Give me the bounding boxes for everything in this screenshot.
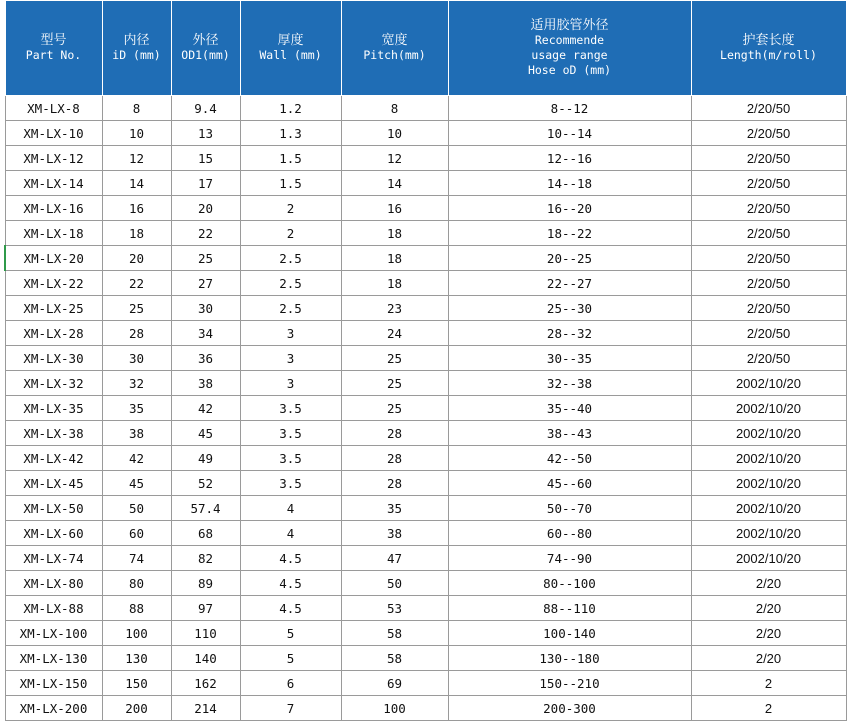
table-row [5, 471, 846, 496]
cell-pitch[interactable]: 28 [341, 421, 448, 446]
cell-wall[interactable]: 2.5 [240, 246, 341, 271]
header-outer-diameter-cn: 外径 [192, 33, 219, 48]
cell-inner-diameter[interactable]: 60 [102, 521, 171, 546]
cell-part-no[interactable]: XM-LX-22 [5, 271, 102, 296]
cell-part-no[interactable]: XM-LX-150 [5, 671, 102, 696]
cell-inner-diameter[interactable]: 80 [102, 571, 171, 596]
cell-inner-diameter[interactable]: 200 [102, 696, 171, 721]
cell-part-no[interactable]: XM-LX-74 [5, 546, 102, 571]
cell-inner-diameter[interactable]: 10 [102, 121, 171, 146]
cell-part-no[interactable]: XM-LX-30 [5, 346, 102, 371]
cell-outer-diameter[interactable]: 52 [171, 471, 240, 496]
cell-wall[interactable]: 1.5 [240, 146, 341, 171]
cell-hose-range[interactable]: 32--38 [448, 371, 691, 396]
cell-hose-range[interactable]: 30--35 [448, 346, 691, 371]
table-row [5, 596, 846, 621]
cell-length[interactable]: 2/20 [691, 596, 846, 621]
cell-hose-range[interactable]: 28--32 [448, 321, 691, 346]
table-row [5, 346, 846, 371]
cell-part-no[interactable]: XM-LX-60 [5, 521, 102, 546]
cell-outer-diameter[interactable]: 36 [171, 346, 240, 371]
cell-length[interactable]: 2/20/50 [691, 146, 846, 171]
cell-wall[interactable]: 4.5 [240, 596, 341, 621]
cell-part-no[interactable]: XM-LX-18 [5, 221, 102, 246]
cell-outer-diameter[interactable]: 214 [171, 696, 240, 721]
table-row [5, 371, 846, 396]
cell-pitch[interactable]: 8 [341, 96, 448, 121]
header-row [5, 1, 846, 96]
cell-wall[interactable]: 5 [240, 621, 341, 646]
cell-hose-range[interactable]: 22--27 [448, 271, 691, 296]
cell-pitch[interactable]: 28 [341, 471, 448, 496]
cell-length[interactable]: 2/20/50 [691, 346, 846, 371]
cell-part-no[interactable]: XM-LX-130 [5, 646, 102, 671]
table-row [5, 646, 846, 671]
cell-wall[interactable]: 3.5 [240, 396, 341, 421]
cell-wall[interactable]: 1.5 [240, 171, 341, 196]
table-row [5, 196, 846, 221]
cell-outer-diameter[interactable]: 89 [171, 571, 240, 596]
cell-outer-diameter[interactable]: 34 [171, 321, 240, 346]
cell-length[interactable]: 2/20/50 [691, 171, 846, 196]
cell-wall[interactable]: 2.5 [240, 271, 341, 296]
cell-hose-range[interactable]: 130--180 [448, 646, 691, 671]
cell-outer-diameter[interactable]: 20 [171, 196, 240, 221]
cell-length[interactable]: 2002/10/20 [691, 421, 846, 446]
header-length-en: Length(m/roll) [720, 48, 817, 62]
cell-inner-diameter[interactable]: 30 [102, 346, 171, 371]
cell-length[interactable]: 2002/10/20 [691, 521, 846, 546]
table-row [5, 96, 846, 121]
cell-inner-diameter[interactable]: 28 [102, 321, 171, 346]
cell-hose-range[interactable]: 8--12 [448, 96, 691, 121]
cell-wall[interactable]: 4 [240, 496, 341, 521]
cell-outer-diameter[interactable]: 110 [171, 621, 240, 646]
cell-inner-diameter[interactable]: 8 [102, 96, 171, 121]
cell-inner-diameter[interactable]: 45 [102, 471, 171, 496]
cell-length[interactable]: 2002/10/20 [691, 396, 846, 421]
cell-wall[interactable]: 3 [240, 321, 341, 346]
cell-pitch[interactable]: 10 [341, 121, 448, 146]
header-inner-diameter-cn: 内径 [123, 33, 150, 48]
header-wall-cn: 厚度 [277, 33, 304, 48]
header-hose-range-en-1: Recommende [534, 33, 605, 47]
cell-outer-diameter[interactable]: 13 [171, 121, 240, 146]
table-row [5, 171, 846, 196]
table-row [5, 671, 846, 696]
cell-outer-diameter[interactable]: 25 [171, 246, 240, 271]
cell-hose-range[interactable]: 35--40 [448, 396, 691, 421]
cell-pitch[interactable]: 58 [341, 646, 448, 671]
cell-pitch[interactable]: 47 [341, 546, 448, 571]
table-row [5, 496, 846, 521]
cell-wall[interactable]: 3.5 [240, 471, 341, 496]
cell-inner-diameter[interactable]: 50 [102, 496, 171, 521]
cell-pitch[interactable]: 18 [341, 271, 448, 296]
cell-hose-range[interactable]: 20--25 [448, 246, 691, 271]
cell-pitch[interactable]: 35 [341, 496, 448, 521]
cell-hose-range[interactable]: 42--50 [448, 446, 691, 471]
cell-wall[interactable]: 3.5 [240, 421, 341, 446]
cell-wall[interactable]: 7 [240, 696, 341, 721]
cell-pitch[interactable]: 53 [341, 596, 448, 621]
header-hose-range-en-3: Hose oD (mm) [527, 63, 612, 77]
cell-outer-diameter[interactable]: 9.4 [171, 96, 240, 121]
cell-pitch[interactable]: 69 [341, 671, 448, 696]
cell-pitch[interactable]: 25 [341, 371, 448, 396]
cell-outer-diameter[interactable]: 140 [171, 646, 240, 671]
header-hose-range-en-2: usage range [531, 48, 608, 62]
cell-length[interactable]: 2002/10/20 [691, 496, 846, 521]
cell-part-no[interactable]: XM-LX-10 [5, 121, 102, 146]
cell-length[interactable]: 2/20 [691, 621, 846, 646]
cell-inner-diameter[interactable]: 12 [102, 146, 171, 171]
cell-outer-diameter[interactable]: 15 [171, 146, 240, 171]
cell-hose-range[interactable]: 18--22 [448, 221, 691, 246]
cell-inner-diameter[interactable]: 20 [102, 246, 171, 271]
cell-hose-range[interactable]: 200-300 [448, 696, 691, 721]
cell-wall[interactable]: 2.5 [240, 296, 341, 321]
cell-pitch[interactable]: 50 [341, 571, 448, 596]
cell-pitch[interactable]: 23 [341, 296, 448, 321]
cell-hose-range[interactable]: 14--18 [448, 171, 691, 196]
cell-hose-range[interactable]: 16--20 [448, 196, 691, 221]
cell-inner-diameter[interactable]: 74 [102, 546, 171, 571]
header-part-no-en: Part No. [25, 48, 82, 62]
cell-length[interactable]: 2/20 [691, 646, 846, 671]
cell-length[interactable]: 2 [691, 671, 846, 696]
cell-part-no[interactable]: XM-LX-100 [5, 621, 102, 646]
cell-hose-range[interactable]: 45--60 [448, 471, 691, 496]
cell-hose-range[interactable]: 100-140 [448, 621, 691, 646]
cell-length[interactable]: 2/20/50 [691, 296, 846, 321]
cell-outer-diameter[interactable]: 57.4 [171, 496, 240, 521]
table-row [5, 121, 846, 146]
cell-length[interactable]: 2/20/50 [691, 221, 846, 246]
header-hose-range[interactable] [448, 1, 691, 96]
header-inner-diameter-en: iD (mm) [112, 48, 161, 62]
table-row [5, 446, 846, 471]
header-wall-en: Wall (mm) [259, 48, 322, 62]
header-pitch-en: Pitch(mm) [363, 48, 426, 62]
table-row [5, 421, 846, 446]
cell-length[interactable]: 2/20/50 [691, 246, 846, 271]
cell-inner-diameter[interactable]: 18 [102, 221, 171, 246]
cell-length[interactable]: 2002/10/20 [691, 471, 846, 496]
cell-wall[interactable]: 3 [240, 371, 341, 396]
cell-length[interactable]: 2/20/50 [691, 271, 846, 296]
table-row [5, 571, 846, 596]
cell-part-no[interactable]: XM-LX-50 [5, 496, 102, 521]
cell-wall[interactable]: 1.3 [240, 121, 341, 146]
cell-length[interactable]: 2002/10/20 [691, 446, 846, 471]
cell-hose-range[interactable]: 150--210 [448, 671, 691, 696]
cell-hose-range[interactable]: 74--90 [448, 546, 691, 571]
cell-part-no[interactable]: XM-LX-38 [5, 421, 102, 446]
cell-hose-range[interactable]: 10--14 [448, 121, 691, 146]
cell-part-no[interactable]: XM-LX-25 [5, 296, 102, 321]
cell-inner-diameter[interactable]: 130 [102, 646, 171, 671]
cell-outer-diameter[interactable]: 30 [171, 296, 240, 321]
header-part-no-cn: 型号 [40, 33, 67, 48]
cell-wall[interactable]: 1.2 [240, 96, 341, 121]
cell-part-no[interactable]: XM-LX-28 [5, 321, 102, 346]
cell-part-no[interactable]: XM-LX-45 [5, 471, 102, 496]
cell-wall[interactable]: 4.5 [240, 571, 341, 596]
header-pitch-cn: 宽度 [381, 33, 408, 48]
cell-part-no[interactable]: XM-LX-8 [5, 96, 102, 121]
table-row [5, 246, 846, 271]
table-row [5, 396, 846, 421]
cell-wall[interactable]: 2 [240, 196, 341, 221]
cell-hose-range[interactable]: 88--110 [448, 596, 691, 621]
cell-outer-diameter[interactable]: 27 [171, 271, 240, 296]
cell-pitch[interactable]: 25 [341, 396, 448, 421]
table-row [5, 271, 846, 296]
cell-part-no[interactable]: XM-LX-42 [5, 446, 102, 471]
cell-pitch[interactable]: 18 [341, 221, 448, 246]
cell-part-no[interactable]: XM-LX-14 [5, 171, 102, 196]
cell-outer-diameter[interactable]: 68 [171, 521, 240, 546]
cell-length[interactable]: 2/20/50 [691, 121, 846, 146]
header-outer-diameter-en: OD1(mm) [181, 48, 230, 62]
cell-length[interactable]: 2/20/50 [691, 96, 846, 121]
header-length-cn: 护套长度 [742, 33, 795, 48]
cell-outer-diameter[interactable]: 82 [171, 546, 240, 571]
cell-hose-range[interactable]: 38--43 [448, 421, 691, 446]
cell-length[interactable]: 2002/10/20 [691, 546, 846, 571]
table-row [5, 521, 846, 546]
cell-pitch[interactable]: 28 [341, 446, 448, 471]
cell-hose-range[interactable]: 60--80 [448, 521, 691, 546]
cell-part-no[interactable]: XM-LX-32 [5, 371, 102, 396]
cell-part-no[interactable]: XM-LX-12 [5, 146, 102, 171]
cell-wall[interactable]: 5 [240, 646, 341, 671]
cell-pitch[interactable]: 14 [341, 171, 448, 196]
cell-length[interactable]: 2/20 [691, 571, 846, 596]
cell-outer-diameter[interactable]: 22 [171, 221, 240, 246]
cell-inner-diameter[interactable]: 35 [102, 396, 171, 421]
cell-wall[interactable]: 4 [240, 521, 341, 546]
cell-hose-range[interactable]: 25--30 [448, 296, 691, 321]
cell-wall[interactable]: 3 [240, 346, 341, 371]
cell-pitch[interactable]: 100 [341, 696, 448, 721]
table-body [5, 96, 846, 721]
cell-length[interactable]: 2002/10/20 [691, 371, 846, 396]
cell-inner-diameter[interactable]: 22 [102, 271, 171, 296]
cell-outer-diameter[interactable]: 162 [171, 671, 240, 696]
cell-wall[interactable]: 4.5 [240, 546, 341, 571]
header-wall[interactable] [240, 1, 341, 96]
cell-outer-diameter[interactable]: 17 [171, 171, 240, 196]
table-row [5, 296, 846, 321]
table-row [5, 696, 846, 721]
cell-part-no[interactable]: XM-LX-80 [5, 571, 102, 596]
cell-pitch[interactable]: 38 [341, 521, 448, 546]
cell-inner-diameter[interactable]: 32 [102, 371, 171, 396]
cell-part-no[interactable]: XM-LX-200 [5, 696, 102, 721]
cell-pitch[interactable]: 25 [341, 346, 448, 371]
cell-inner-diameter[interactable]: 25 [102, 296, 171, 321]
cell-length[interactable]: 2 [691, 696, 846, 721]
table-header [5, 1, 846, 96]
header-inner-diameter[interactable] [102, 1, 171, 96]
cell-inner-diameter[interactable]: 42 [102, 446, 171, 471]
cell-outer-diameter[interactable]: 42 [171, 396, 240, 421]
cell-hose-range[interactable]: 12--16 [448, 146, 691, 171]
cell-outer-diameter[interactable]: 97 [171, 596, 240, 621]
cell-inner-diameter[interactable]: 150 [102, 671, 171, 696]
cell-pitch[interactable]: 12 [341, 146, 448, 171]
cell-hose-range[interactable]: 80--100 [448, 571, 691, 596]
cell-inner-diameter[interactable]: 14 [102, 171, 171, 196]
table-row [5, 621, 846, 646]
cell-outer-diameter[interactable]: 45 [171, 421, 240, 446]
cell-wall[interactable]: 2 [240, 221, 341, 246]
cell-pitch[interactable]: 58 [341, 621, 448, 646]
cell-part-no[interactable]: XM-LX-16 [5, 196, 102, 221]
spec-table [4, 0, 847, 721]
cell-wall[interactable]: 6 [240, 671, 341, 696]
cell-length[interactable]: 2/20/50 [691, 321, 846, 346]
cell-inner-diameter[interactable]: 100 [102, 621, 171, 646]
cell-part-no[interactable]: XM-LX-88 [5, 596, 102, 621]
cell-length[interactable]: 2/20/50 [691, 196, 846, 221]
cell-pitch[interactable]: 24 [341, 321, 448, 346]
table-row [5, 321, 846, 346]
cell-part-no[interactable]: XM-LX-20 [5, 246, 102, 271]
header-pitch[interactable] [341, 1, 448, 96]
cell-hose-range[interactable]: 50--70 [448, 496, 691, 521]
table-row [5, 546, 846, 571]
cell-pitch[interactable]: 16 [341, 196, 448, 221]
cell-outer-diameter[interactable]: 38 [171, 371, 240, 396]
cell-outer-diameter[interactable]: 49 [171, 446, 240, 471]
header-length[interactable] [691, 1, 846, 96]
table-row [5, 146, 846, 171]
cell-pitch[interactable]: 18 [341, 246, 448, 271]
header-outer-diameter[interactable] [171, 1, 240, 96]
cell-inner-diameter[interactable]: 38 [102, 421, 171, 446]
cell-inner-diameter[interactable]: 88 [102, 596, 171, 621]
cell-inner-diameter[interactable]: 16 [102, 196, 171, 221]
cell-part-no[interactable]: XM-LX-35 [5, 396, 102, 421]
cell-wall[interactable]: 3.5 [240, 446, 341, 471]
header-hose-range-cn: 适用胶管外径 [530, 18, 609, 33]
table-row [5, 221, 846, 246]
header-part-no[interactable] [5, 1, 102, 96]
